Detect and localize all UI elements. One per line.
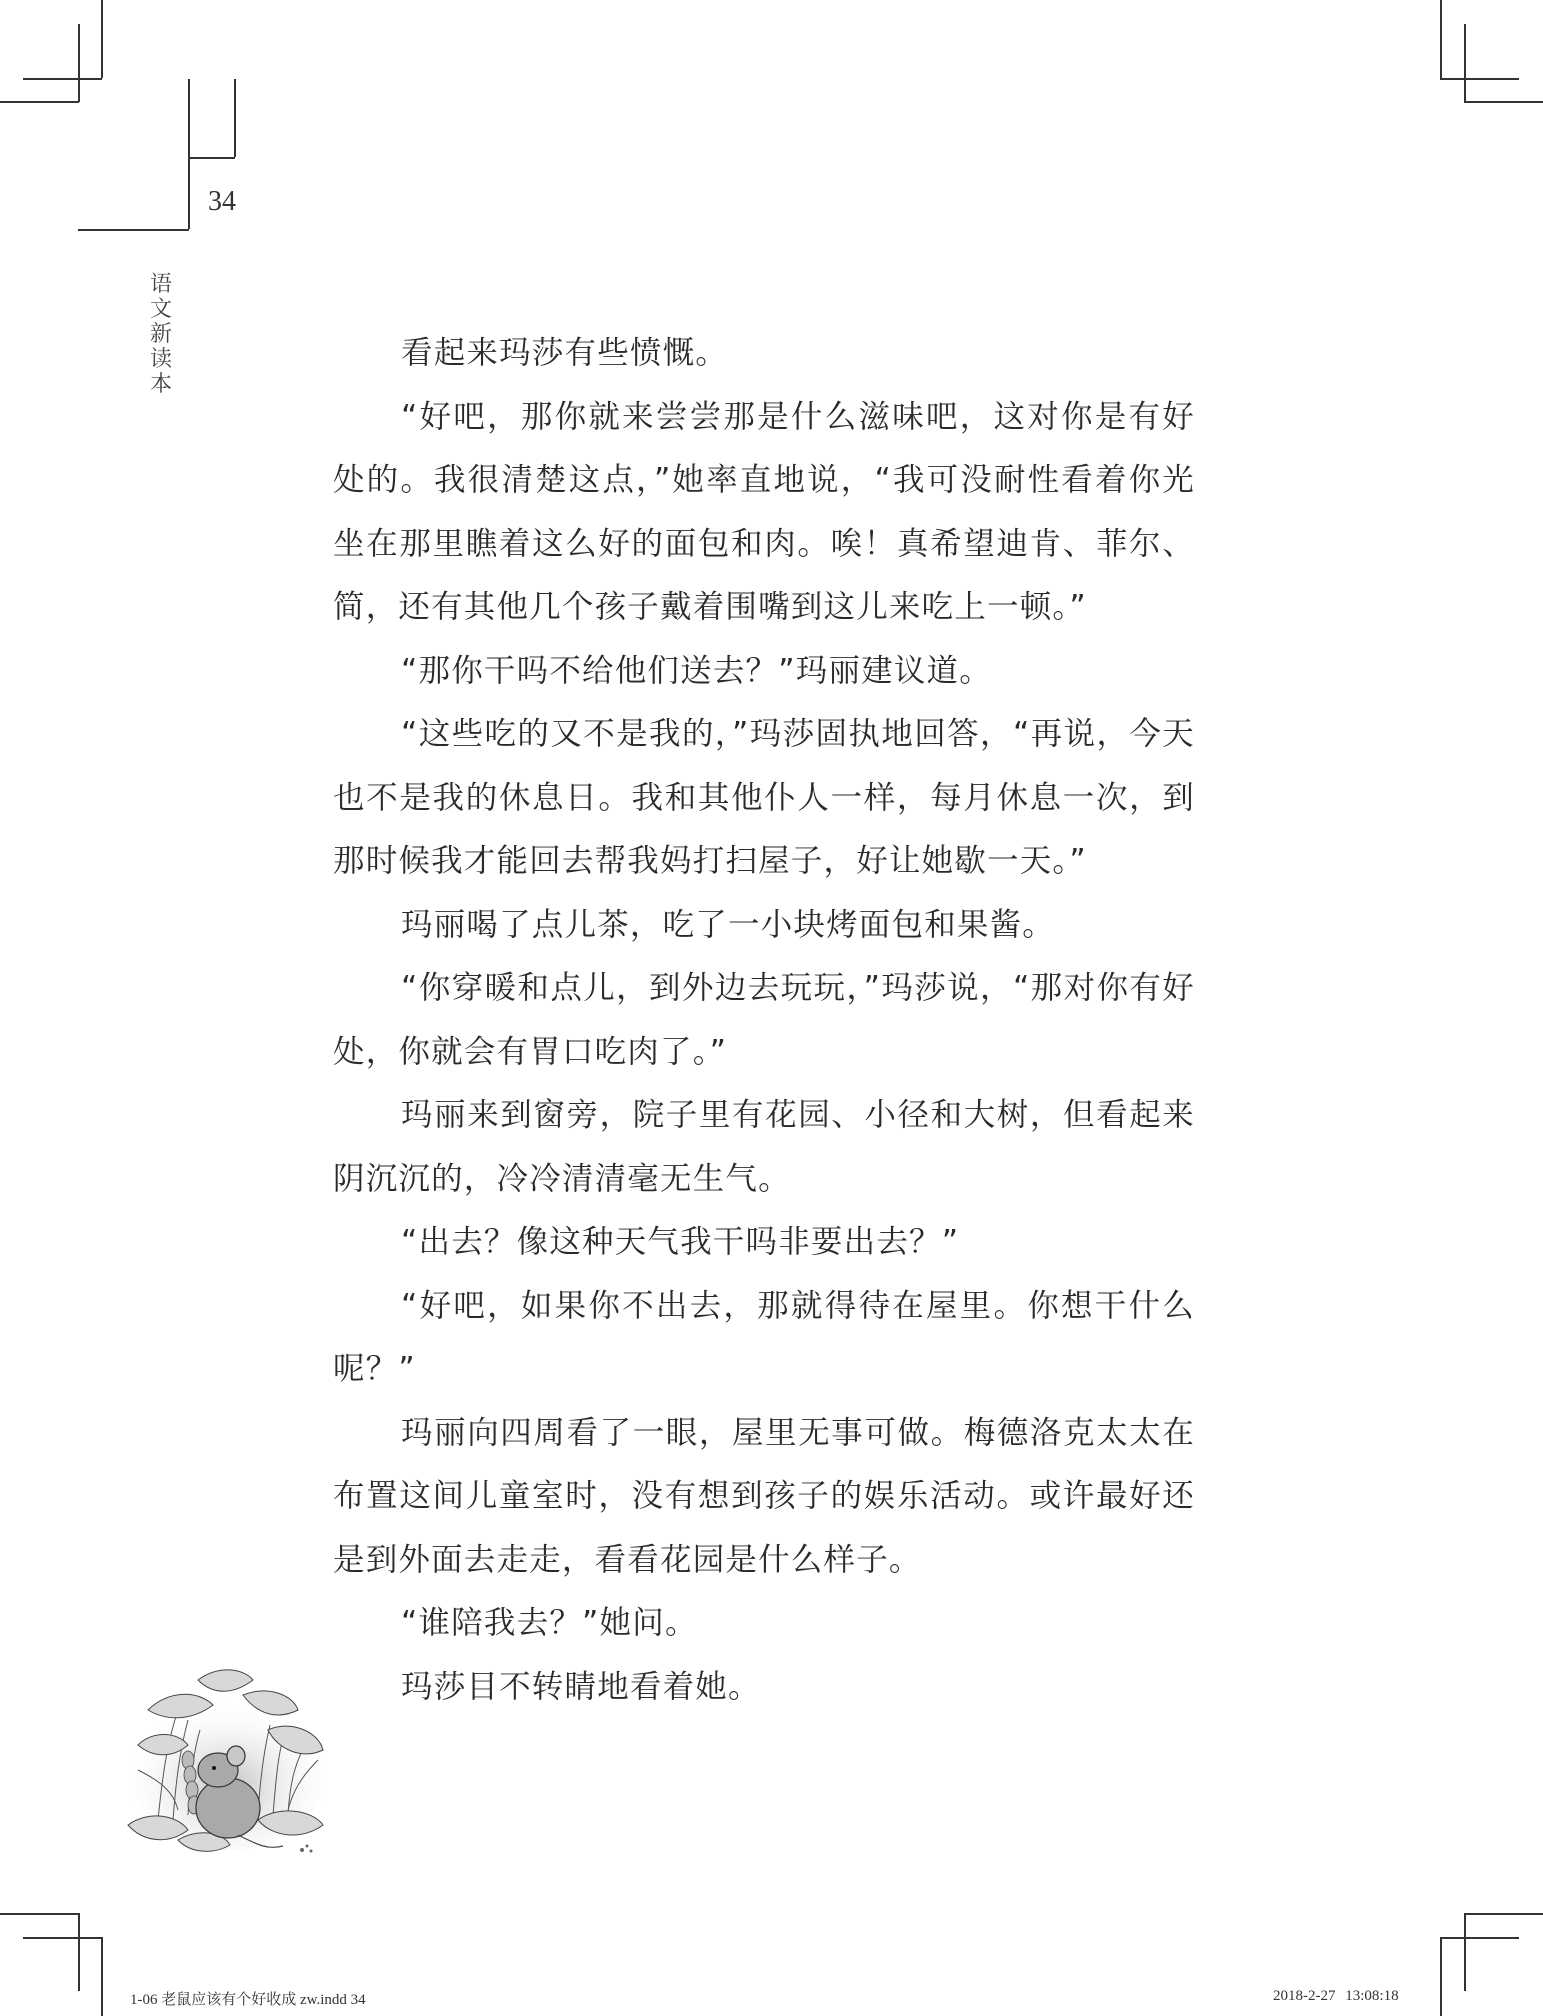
paragraph: 玛丽来到窗旁，院子里有花园、小径和大树，但看起来阴沉沉的，冷冷清清毫无生气。: [333, 1097, 1195, 1197]
running-title: [146, 272, 176, 397]
page-frame: [188, 79, 190, 229]
page-number: 34: [208, 186, 236, 217]
body-text: [333, 322, 1195, 1719]
crop-mark: [1464, 24, 1466, 102]
paragraph: 看起来玛莎有些愤慨。: [401, 335, 729, 371]
paragraph: 玛莎目不转睛地看着她。: [401, 1668, 761, 1705]
crop-mark: [1440, 78, 1519, 80]
crop-mark: [1440, 1937, 1519, 1939]
paragraph: “这些吃的又不是我的，”玛莎固执地回答，“再说，今天也不是我的休息日。我和其他仆人一样，每月休息一次，到那时候我才能回去帮我妈打扫屋子，好让她歇一天。”: [333, 716, 1195, 879]
crop-mark: [0, 1913, 79, 1915]
crop-mark: [101, 0, 103, 78]
paragraph: “那你干吗不给他们送去？”玛丽建议道。: [401, 652, 992, 689]
running-title-char: 本: [149, 372, 172, 397]
paragraph: 玛丽向四周看了一眼，屋里无事可做。梅德洛克太太在布置这间儿童室时，没有想到孩子的娱乐活动。或许最好还是到外面去走走，看看花园是什么样子。: [333, 1414, 1195, 1578]
print-timestamp: 2018-2-27 13:08:18: [1273, 1988, 1399, 2004]
crop-mark: [0, 101, 79, 103]
running-title-char: 文: [149, 297, 172, 322]
crop-mark: [23, 1937, 102, 1939]
page-frame: [188, 157, 235, 159]
running-title-char: 读: [149, 347, 172, 372]
crop-mark: [1440, 0, 1442, 78]
mouse-illustration: [118, 1650, 336, 1860]
running-title-char: 新: [149, 322, 172, 347]
paragraph: “好吧，如果你不出去，那就得待在屋里。你想干什么呢？”: [333, 1287, 1195, 1387]
paragraph: “谁陪我去？”她问。: [401, 1605, 698, 1641]
paragraph: “你穿暖和点儿，到外边去玩玩，”玛莎说，“那对你有好处，你就会有胃口吃肉了。”: [333, 970, 1195, 1070]
crop-mark: [1464, 1913, 1543, 1915]
crop-mark: [1464, 1913, 1466, 1991]
paragraph: “好吧，那你就来尝尝那是什么滋味吧，这对你是有好处的。我很清楚这点，”她率直地说，“我可没耐性看着你光坐在那里瞧着这么好的面包和肉。唉！真希望迪肯、菲尔、简，还有其他几个孩子戴着围嘴到这儿来吃上一顿。”: [333, 398, 1195, 625]
page-frame: [234, 79, 236, 157]
crop-mark: [23, 78, 102, 80]
crop-mark: [78, 24, 80, 102]
file-info: 1-06 老鼠应该有个好收成 zw.indd 34: [130, 1992, 366, 2008]
paragraph: 玛丽喝了点儿茶，吃了一小块烤面包和果酱。: [401, 906, 1056, 943]
crop-mark: [1464, 101, 1543, 103]
crop-mark: [101, 1937, 103, 2016]
crop-mark: [78, 1913, 80, 1991]
paragraph: “出去？像这种天气我干吗非要出去？”: [401, 1224, 960, 1260]
running-title-char: 语: [149, 272, 172, 297]
crop-mark: [1440, 1937, 1442, 2016]
page-frame: [78, 229, 189, 231]
